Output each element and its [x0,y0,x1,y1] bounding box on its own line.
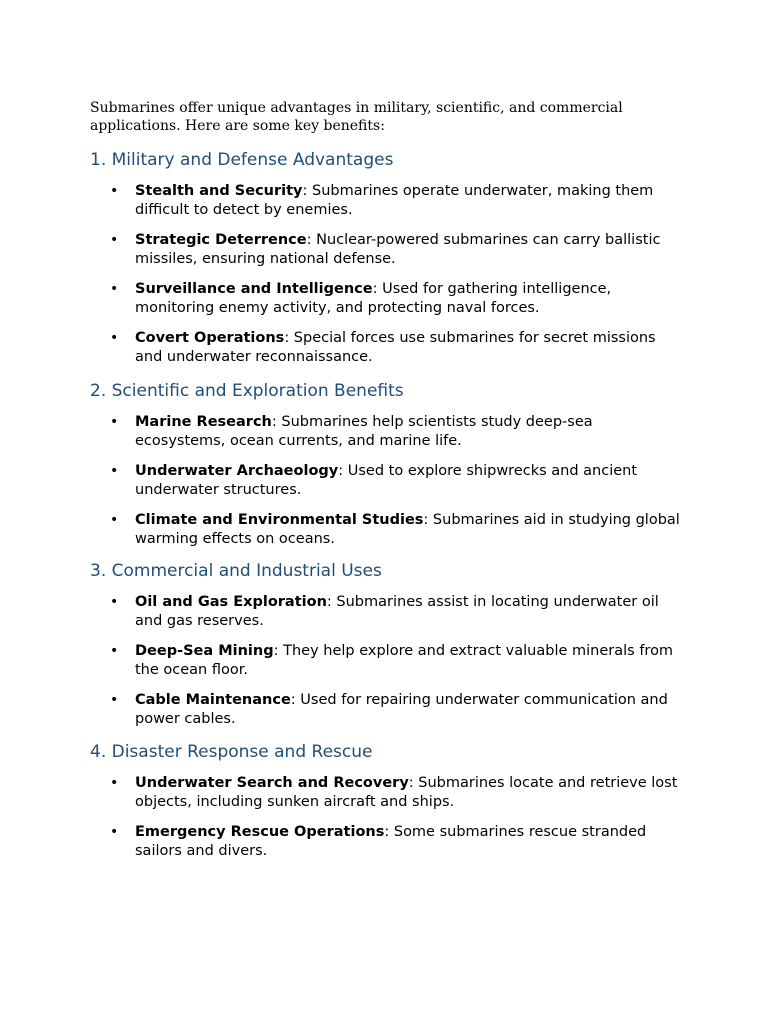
bullet-dot-icon: • [110,643,119,659]
list-item [90,413,680,450]
item-separator: : [302,183,308,199]
item-term: Cable Maintenance [135,692,291,708]
list-item [90,182,680,219]
bullet-dot-icon: • [110,512,119,528]
item-description: Used to explore shipwrecks and ancient underwater structures. [135,463,638,498]
item-separator: : [338,463,344,479]
list-item [90,462,680,499]
item-separator: : [271,414,277,430]
item-separator: : [408,775,414,791]
bullet-dot-icon: • [110,463,119,479]
list-item [90,231,680,268]
item-description: Submarines assist in locating underwater oil and gas reserves. [135,594,659,629]
list-item [90,329,680,366]
item-term: Marine Research [135,414,272,430]
item-separator: : [284,330,290,346]
item-separator: : [273,643,279,659]
item-description: They help explore and extract valuable minerals from the ocean floor. [135,643,674,678]
intro-paragraph: Submarines offer unique advantages in military, scientific, and commercial applications. Here are some key benefits: [90,100,623,134]
item-term: Climate and Environmental Studies [135,512,424,528]
item-term: Underwater Search and Recovery [135,775,409,791]
item-description: Used for repairing underwater communication and power cables. [135,692,668,727]
list-item [90,823,680,860]
list-item [90,691,680,728]
section-heading: 1. Military and Defense Advantages [90,150,394,170]
item-term: Surveillance and Intelligence [135,281,373,297]
item-description: Submarines help scientists study deep-sea ecosystems, ocean currents, and marine life. [135,414,593,449]
section-heading: 2. Scientific and Exploration Benefits [90,381,404,401]
bullet-list [90,593,680,728]
section-heading: 3. Commercial and Industrial Uses [90,561,382,581]
item-term: Deep-Sea Mining [135,643,274,659]
list-item [90,511,680,548]
item-term: Oil and Gas Exploration [135,594,327,610]
item-description: Special forces use submarines for secret missions and underwater reconnaissance. [135,330,656,365]
bullet-list [90,413,680,548]
item-separator: : [372,281,378,297]
item-term: Emergency Rescue Operations [135,824,385,840]
item-description: Submarines aid in studying global warming effects on oceans. [135,512,680,547]
item-term: Stealth and Security [135,183,303,199]
item-description: Submarines operate underwater, making them difficult to detect by enemies. [135,183,654,218]
list-item [90,774,680,811]
bullet-dot-icon: • [110,692,119,708]
item-description: Some submarines rescue stranded sailors and divers. [135,824,647,859]
sections-container [90,149,680,860]
item-description: Submarines locate and retrieve lost objects, including sunken aircraft and ships. [135,775,678,810]
bullet-list [90,774,680,860]
item-separator: : [290,692,296,708]
bullet-dot-icon: • [110,824,119,840]
item-description: Nuclear-powered submarines can carry ballistic missiles, ensuring national defense. [135,232,661,267]
bullet-list [90,182,680,366]
item-separator: : [326,594,332,610]
bullet-dot-icon: • [110,414,119,430]
list-item [90,280,680,317]
bullet-dot-icon: • [110,775,119,791]
item-separator: : [384,824,390,840]
section-heading: 4. Disaster Response and Rescue [90,742,373,762]
item-term: Underwater Archaeology [135,463,339,479]
item-description: Used for gathering intelligence, monitoring enemy activity, and protecting naval forces. [135,281,612,316]
list-item [90,642,680,679]
bullet-dot-icon: • [110,594,119,610]
item-separator: : [306,232,312,248]
bullet-dot-icon: • [110,232,119,248]
item-term: Strategic Deterrence [135,232,307,248]
bullet-dot-icon: • [110,183,119,199]
bullet-dot-icon: • [110,330,119,346]
list-item [90,593,680,630]
bullet-dot-icon: • [110,281,119,297]
document-page [90,99,680,860]
item-separator: : [423,512,429,528]
item-term: Covert Operations [135,330,285,346]
